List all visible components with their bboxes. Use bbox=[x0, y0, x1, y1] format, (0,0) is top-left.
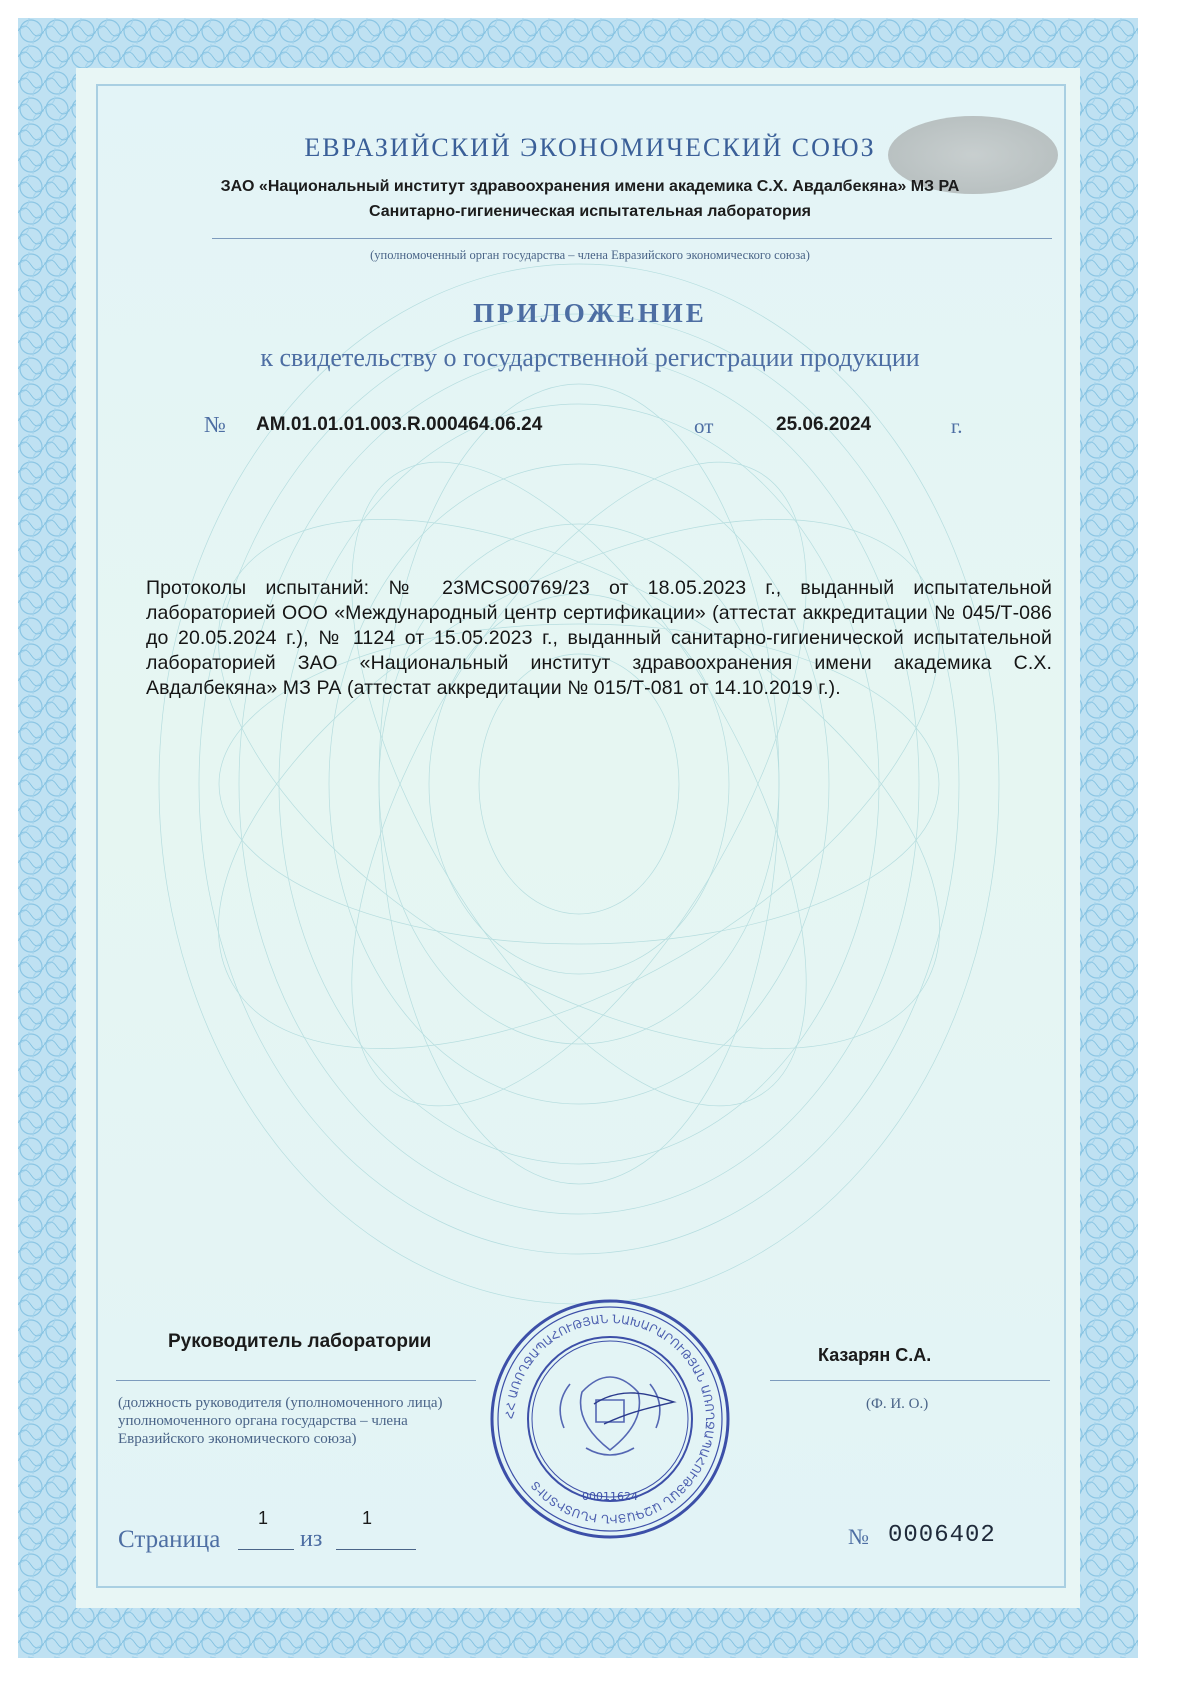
page-label: Страница bbox=[118, 1526, 221, 1553]
seal-code: 00011624 bbox=[582, 1490, 638, 1503]
certificate-year-suffix: г. bbox=[951, 414, 963, 438]
certificate-date: 25.06.2024 bbox=[776, 414, 872, 435]
page-total-line bbox=[336, 1549, 416, 1550]
certificate-number-sign: № bbox=[204, 412, 226, 437]
signatory-name: Казарян С.А. bbox=[818, 1345, 932, 1365]
seal-outer-text: ՀՀ ԱՌՈՂՋԱՊԱՀՈՒԹՅԱՆ ՆԱԽԱՐԱՐՈՒԹՅԱՆ ԱՌՈՂՋԱՊԱՀՈՒԹՅԱՆ ԱԶԳԱՅԻՆ ԻՆՍՏԻՏՈՒՏ bbox=[502, 1311, 718, 1527]
document-heading: ПРИЛОЖЕНИЕ bbox=[473, 298, 707, 328]
page-total: 1 bbox=[362, 1508, 373, 1528]
position-signature-line bbox=[116, 1380, 476, 1381]
certificate-from-label: от bbox=[694, 414, 714, 438]
test-protocols-text: Протоколы испытаний: № 23MCS00769/23 от 18.05.2023 г., выданный испытательной лабораторией ООО «Международный центр сертификации» (аттестат аккредитации № 045/Т-086 до 20.05.2024 г.), № 1124 от 15.05.2023 г., выданный санитарно-гигиенической испытательной лабораторией ЗАО «Национальный институт здравоохранения имени академика С.Х. Авдалбекяна» МЗ РА (аттестат аккредитации № 015/Т-081 от 14.10.2019 г.). bbox=[146, 577, 1052, 699]
page-of-label: из bbox=[300, 1526, 323, 1552]
serial-number-sign: № bbox=[848, 1524, 869, 1549]
serial-number: 0006402 bbox=[888, 1522, 996, 1549]
certificate-number: AM.01.01.01.003.R.000464.06.24 bbox=[256, 414, 543, 435]
authority-caption: (уполномоченный орган государства – члена Евразийского экономического союза) bbox=[370, 248, 810, 262]
name-signature-line bbox=[770, 1380, 1050, 1381]
institute-name: ЗАО «Национальный институт здравоохранения имени академика С.Х. Авдалбекяна» МЗ РА bbox=[220, 178, 960, 195]
signatory-position: Руководитель лаборатории bbox=[168, 1331, 432, 1352]
position-caption: (должность руководителя (уполномоченного лица) уполномоченного органа государства – члена Евразийского экономического союза) bbox=[118, 1395, 443, 1447]
handwritten-signature bbox=[594, 1393, 674, 1424]
official-round-seal bbox=[486, 1292, 734, 1546]
header-divider bbox=[212, 238, 1052, 239]
document-subheading: к свидетельству о государственной регистрации продукции bbox=[260, 343, 920, 372]
page-number-line bbox=[238, 1549, 294, 1550]
name-caption: (Ф. И. О.) bbox=[866, 1396, 929, 1412]
page-number: 1 bbox=[258, 1508, 269, 1528]
laboratory-name: Санитарно-гигиеническая испытательная лаборатория bbox=[369, 203, 811, 220]
union-title: ЕВРАЗИЙСКИЙ ЭКОНОМИЧЕСКИЙ СОЮЗ bbox=[304, 133, 876, 162]
coat-of-arms-icon bbox=[560, 1377, 660, 1455]
